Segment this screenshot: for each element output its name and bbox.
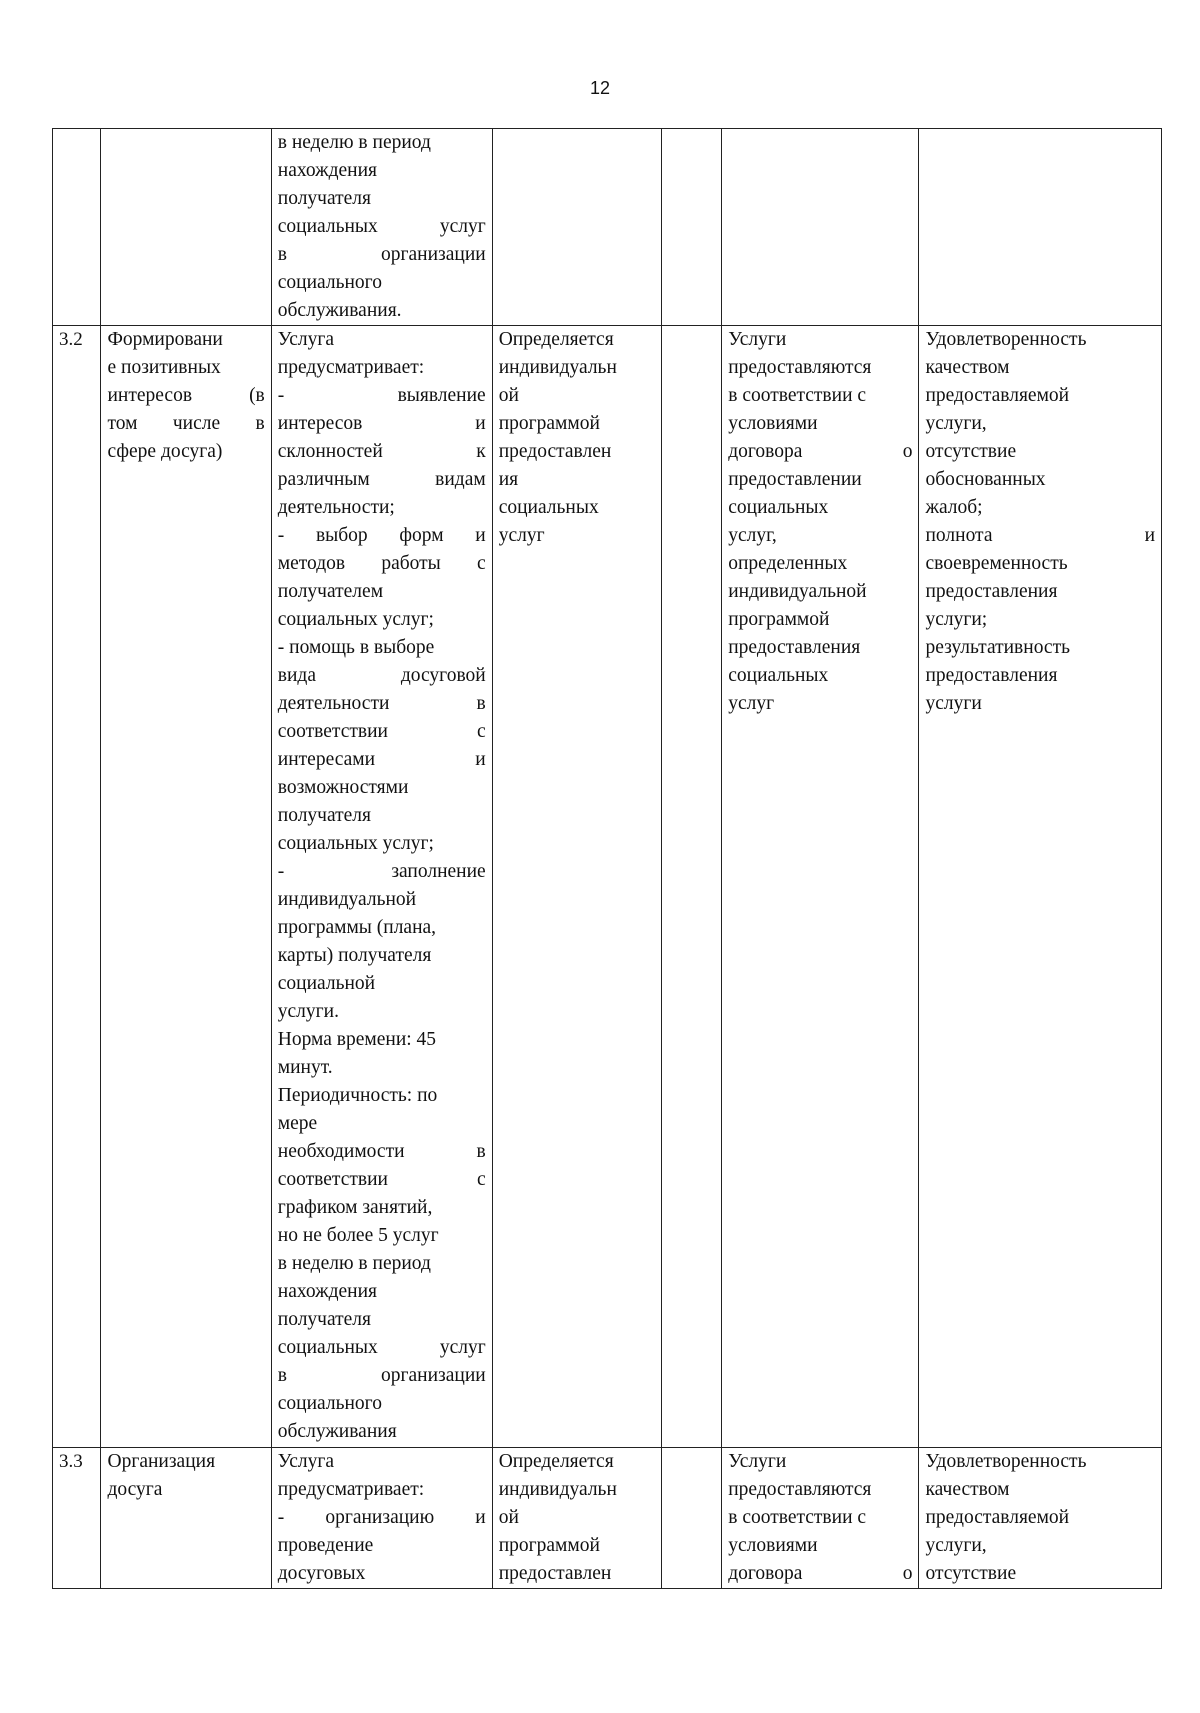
word: организации [381,1365,486,1386]
service-name-cell [101,326,271,1448]
text-line [499,466,655,494]
word: отсутствие [925,1563,1017,1584]
text-line [278,1110,486,1138]
evaluation-cell [919,1448,1162,1589]
word: и [1144,525,1155,546]
text-line [499,1532,655,1560]
word: необходимости [277,1141,405,1162]
word: выбор [315,525,368,546]
word: программой [498,1535,600,1556]
word: услуги; [925,609,988,630]
text-line [728,1476,912,1504]
text-line [925,1560,1155,1588]
word: организацию [325,1507,435,1528]
word: предоставляются [728,1479,872,1500]
word: социальных [277,216,378,237]
text-line [925,1476,1155,1504]
text-line [107,326,264,354]
word: досуговой [400,665,486,686]
row-number-cell: 3.3 [53,1448,101,1589]
text-line [728,578,912,606]
word: карты) получателя [277,945,432,966]
text-line [728,606,912,634]
word: предоставлен [498,1563,612,1584]
word: предоставляемой [925,385,1070,406]
word: услуг [498,525,545,546]
text-line [278,774,486,802]
text-line [728,382,912,410]
word: услуг, [728,525,777,546]
word: определенных [728,553,848,574]
word: в [476,693,486,714]
text-line [107,410,264,438]
text-line [728,1560,912,1588]
word: мере [277,1113,318,1134]
text-line [499,494,655,522]
word: в [277,1365,287,1386]
word: Периодичность: по [277,1085,438,1106]
text-line [728,410,912,438]
word: индивидуальной [728,581,867,602]
word: услуги, [925,413,987,434]
word: заполнение [391,861,486,882]
word: Услуги [728,329,787,350]
word: деятельности; [277,497,395,518]
word: к [476,441,486,462]
word: услуг [439,216,486,237]
text-line [925,606,1155,634]
word: индивидуальн [498,357,617,378]
word: организации [381,244,486,265]
word: условиями [728,1535,818,1556]
text-line [278,1390,486,1418]
text-line [925,466,1155,494]
word: условиями [728,413,818,434]
word: интересов [277,413,363,434]
word: предоставляемой [925,1507,1070,1528]
text-line [499,1504,655,1532]
word: социального [277,1393,382,1414]
text-line [278,297,486,325]
text-line [278,438,486,466]
word: предоставлении [728,469,862,490]
text-line [925,326,1155,354]
word: ия [498,469,519,490]
evaluation-cell [919,129,1162,326]
text-line [278,494,486,522]
text-line [499,1560,655,1588]
word: получателя [277,1309,372,1330]
word: услуги, [925,1535,987,1556]
word: том [107,413,138,434]
text-line [728,494,912,522]
word: Определяется [498,1451,614,1472]
text-line [499,1476,655,1504]
word: форм [399,525,444,546]
word: обслуживания [277,1421,397,1442]
word: индивидуальной [277,889,417,910]
text-line [925,578,1155,606]
word: - помощь в выборе [277,637,435,658]
text-line [278,1560,486,1588]
text-line [107,382,264,410]
word: (в [249,385,265,406]
text-line [278,1418,486,1446]
word: возможностями [277,777,409,798]
text-line [278,1448,486,1476]
word: договора [728,441,803,462]
text-line [925,438,1155,466]
word: с [477,1169,486,1190]
word: ой [498,1507,519,1528]
word: - [277,525,285,546]
text-line [925,550,1155,578]
word: качеством [925,357,1010,378]
word: программой [498,413,600,434]
word: и [475,525,486,546]
text-line [728,1532,912,1560]
word: получателя [277,188,372,209]
word: и [475,413,486,434]
word: Удовлетворенность [925,1451,1087,1472]
text-line [925,1448,1155,1476]
word: проведение [277,1535,374,1556]
word: е позитивных [107,357,221,378]
word: и [475,1507,486,1528]
word: в [476,1141,486,1162]
text-line [278,746,486,774]
word: но не более 5 услуг [277,1225,439,1246]
word: социальных услуг; [277,609,434,630]
word: социальных [728,497,829,518]
text-line [107,1448,264,1476]
word: Определяется [498,329,614,350]
text-line [925,1504,1155,1532]
word: Услуга [277,329,335,350]
text-line [278,326,486,354]
text-line [278,1334,486,1362]
text-line [499,326,655,354]
word: Услуги [728,1451,787,1472]
conditions-cell [722,129,919,326]
word: предусматривает: [277,357,425,378]
word: социального [277,272,382,293]
text-line [499,1448,655,1476]
text-line [499,522,655,550]
word: социальных [728,665,829,686]
word: отсутствие [925,441,1017,462]
word: социальных [277,1337,378,1358]
word: склонностей [277,441,383,462]
text-line [278,466,486,494]
text-line [925,382,1155,410]
text-line [278,1082,486,1110]
word: социальных услуг; [277,833,434,854]
text-line [278,522,486,550]
word: Норма времени: 45 [277,1029,437,1050]
text-line [925,634,1155,662]
text-line [278,157,486,185]
text-line [278,269,486,297]
delivery-procedure-cell [492,129,661,326]
text-line [278,1476,486,1504]
conditions-cell [722,326,919,1448]
text-line [728,1504,912,1532]
word: программы (плана, [277,917,437,938]
text-line [278,1250,486,1278]
text-line [499,438,655,466]
word: сфере досуга) [107,441,223,462]
text-line [925,1532,1155,1560]
table-row [53,129,1162,326]
text-line [278,129,486,157]
empty-cell [661,1448,721,1589]
word: минут. [277,1057,333,1078]
text-line [925,662,1155,690]
text-line [728,326,912,354]
word: о [902,1563,913,1584]
text-line [278,718,486,746]
service-description-cell [271,129,492,326]
text-line [278,185,486,213]
text-line [728,522,912,550]
word: интересов [107,385,193,406]
word: в [255,413,265,434]
word: Удовлетворенность [925,329,1087,350]
word: социальных [498,497,599,518]
delivery-procedure-cell [492,326,661,1448]
word: социальной [277,973,376,994]
text-line [278,1362,486,1390]
word: деятельности [277,693,390,714]
table-row [53,1448,1162,1589]
word: жалоб; [925,497,983,518]
word: - [277,1507,285,1528]
text-line [925,354,1155,382]
service-description-cell [271,1448,492,1589]
text-line [278,410,486,438]
text-line [278,354,486,382]
text-line [278,942,486,970]
word: услуг [728,693,775,714]
text-line [925,494,1155,522]
word: числе [172,413,221,434]
word: вида [277,665,316,686]
word: договора [728,1563,803,1584]
word: с [477,553,486,574]
word: ой [498,385,519,406]
evaluation-cell [919,326,1162,1448]
word: предоставления [925,665,1058,686]
text-line [278,1166,486,1194]
word: выявление [397,385,486,406]
service-name-cell [101,129,271,326]
empty-cell [661,326,721,1448]
word: в соответствии с [728,1507,867,1528]
row-number-cell [53,129,101,326]
word: получателя [277,805,372,826]
word: предоставления [925,581,1058,602]
word: Услуга [277,1451,335,1472]
text-line [728,690,912,718]
text-line [278,1026,486,1054]
word: Организация [107,1451,216,1472]
text-line [107,438,264,466]
word: досуговых [277,1563,366,1584]
text-line [278,886,486,914]
text-line [278,914,486,942]
word: - [277,385,285,406]
text-line [278,1504,486,1532]
word: предусматривает: [277,1479,425,1500]
row-number-cell: 3.2 [53,326,101,1448]
word: с [477,721,486,742]
text-line [278,241,486,269]
text-line [925,522,1155,550]
text-line [728,438,912,466]
word: предоставления [728,637,861,658]
conditions-cell [722,1448,919,1589]
text-line [278,1054,486,1082]
text-line [278,634,486,662]
word: работы [381,553,441,574]
text-line [278,1532,486,1560]
word: различным [277,469,370,490]
word: нахождения [277,160,378,181]
word: в соответствии с [728,385,867,406]
text-line [278,858,486,886]
word: интересами [277,749,376,770]
text-line [728,550,912,578]
text-line [728,466,912,494]
word: услуги [925,693,982,714]
text-line [278,690,486,718]
text-line [925,690,1155,718]
word: результативность [925,637,1070,658]
text-line [278,802,486,830]
word: предоставлен [498,441,612,462]
word: обслуживания. [277,300,402,321]
text-line [728,634,912,662]
word: предоставляются [728,357,872,378]
word: - [277,861,285,882]
text-line [925,410,1155,438]
text-line [278,830,486,858]
text-line [278,606,486,634]
word: индивидуальн [498,1479,617,1500]
delivery-procedure-cell [492,1448,661,1589]
word: графиком занятий, [277,1197,433,1218]
text-line [278,662,486,690]
word: своевременность [925,553,1068,574]
text-line [278,970,486,998]
table-row [53,326,1162,1448]
word: и [475,749,486,770]
word: качеством [925,1479,1010,1500]
text-line [278,578,486,606]
word: услуги. [277,1001,339,1022]
word: полнота [925,525,993,546]
services-table [52,128,1162,1589]
text-line [499,354,655,382]
word: Формировани [107,329,223,350]
word: досуга [107,1479,163,1500]
text-line [499,410,655,438]
word: методов [277,553,346,574]
text-line [728,662,912,690]
word: нахождения [277,1281,378,1302]
text-line [278,213,486,241]
word: в неделю в период [277,1253,431,1274]
text-line [107,1476,264,1504]
text-line [278,998,486,1026]
page-number: 12 [589,78,611,98]
word: соответствии [277,721,388,742]
word: видам [435,469,486,490]
service-name-cell [101,1448,271,1589]
text-line [278,1222,486,1250]
word: соответствии [277,1169,388,1190]
word: получателем [277,581,384,602]
text-line [728,354,912,382]
service-description-cell [271,326,492,1448]
text-line [728,1448,912,1476]
text-line [278,1306,486,1334]
text-line [278,382,486,410]
word: программой [728,609,830,630]
text-line [278,550,486,578]
text-line [278,1138,486,1166]
word: в неделю в период [277,132,431,153]
word: в [277,244,287,265]
word: обоснованных [925,469,1046,490]
word: услуг [439,1337,486,1358]
word: о [902,441,913,462]
text-line [278,1194,486,1222]
text-line [278,1278,486,1306]
empty-cell [661,129,721,326]
text-line [499,382,655,410]
text-line [107,354,264,382]
